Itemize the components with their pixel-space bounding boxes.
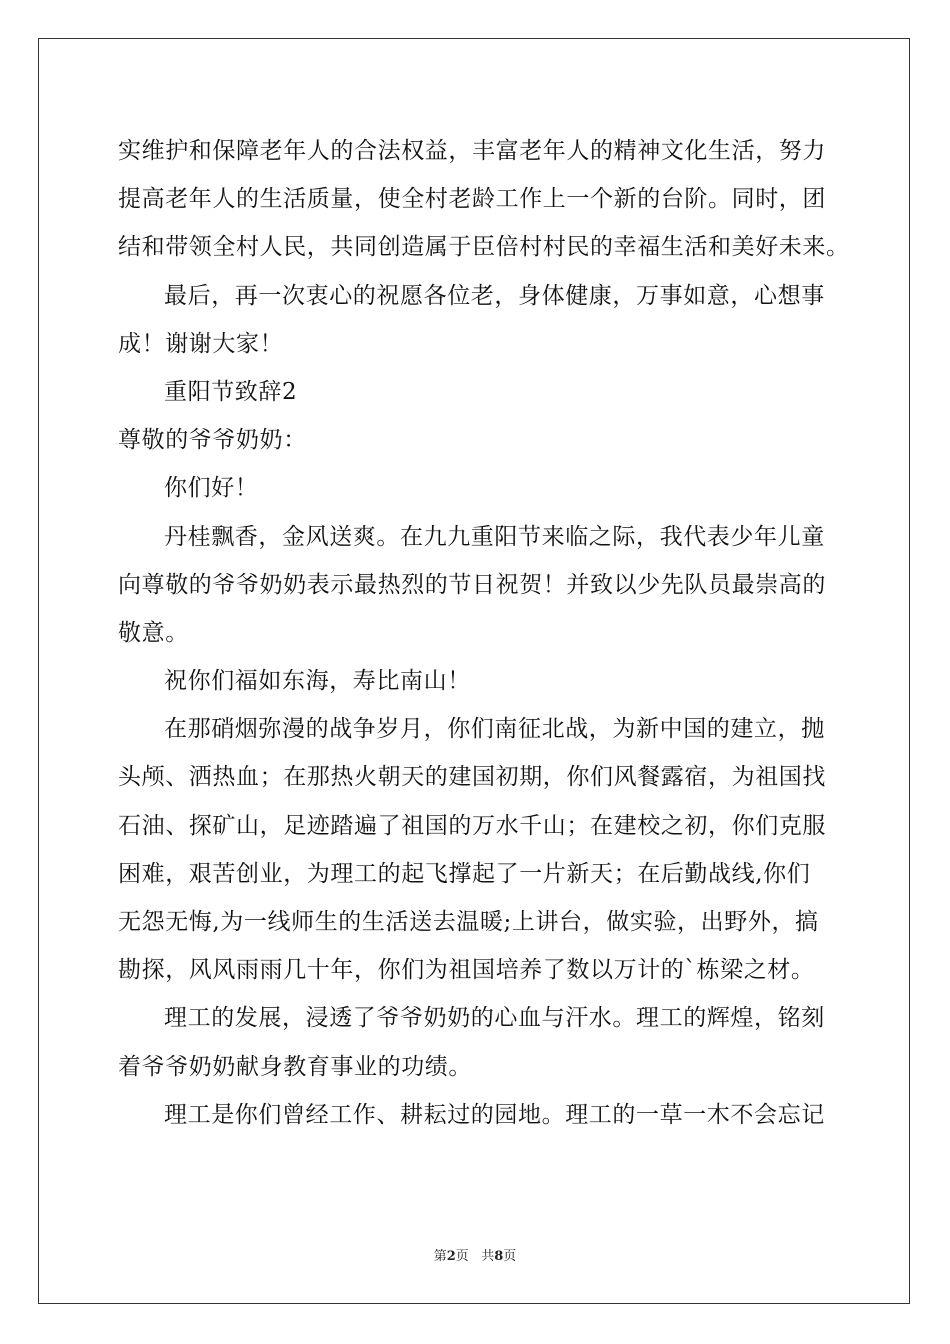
footer-page-word: 页: [455, 1249, 469, 1264]
text-line: 头颅、洒热血；在那热火朝天的建国初期，你们风餐露宿，为祖国找: [118, 764, 826, 791]
current-page-number: 2: [446, 1249, 456, 1264]
text-line: 结和带领全村人民，共同创造属于臣倍村村民的幸福生活和美好未来。: [118, 234, 850, 261]
text-line: 勘探，风风雨雨几十年，你们为祖国培养了数以万计的`栋梁之材。: [118, 957, 815, 984]
footer-prefix: 第: [433, 1249, 447, 1264]
text-line: 提高老年人的生活质量，使全村老龄工作上一个新的台阶。同时，团: [118, 186, 826, 213]
footer-total-suffix: 页: [503, 1249, 517, 1264]
text-line: 着爷爷奶奶献身教育事业的功绩。: [118, 1053, 472, 1080]
text-line: 理工的发展，浸透了爷爷奶奶的心血与汗水。理工的辉煌，铭刻: [164, 1005, 825, 1032]
text-line: 石油、探矿山，足迹踏遍了祖国的万水千山；在建校之初，你们克服: [118, 812, 826, 839]
document-body: [118, 127, 850, 1139]
text-line: 你们好！: [164, 475, 259, 502]
text-line: 成！谢谢大家！: [118, 330, 284, 357]
text-line: 丹桂飘香，金风送爽。在九九重阳节来临之际，我代表少年儿童: [164, 523, 825, 550]
footer-total-prefix: 共: [481, 1249, 495, 1264]
text-line: 祝你们福如东海，寿比南山！: [164, 668, 471, 695]
page-footer: [0, 1245, 950, 1264]
text-line: 在那硝烟弥漫的战争岁月，你们南征北战，为新中国的建立，抛: [164, 716, 825, 743]
text-line: 重阳节致辞2: [164, 378, 298, 405]
text-line: 实维护和保障老年人的合法权益，丰富老年人的精神文化生活，努力: [118, 138, 826, 164]
text-line: 最后，再一次衷心的祝愿各位老，身体健康，万事如意，心想事: [164, 282, 825, 309]
text-line: 理工是你们曾经工作、耕耘过的园地。理工的一草一木不会忘记: [164, 1101, 825, 1128]
text-line: 向尊敬的爷爷奶奶表示最热烈的节日祝贺！并致以少先队员最崇高的: [118, 571, 826, 598]
text-line: 困难，艰苦创业，为理工的起飞撑起了一片新天；在后勤战线,你们: [118, 860, 811, 887]
total-pages-number: 8: [494, 1249, 504, 1264]
text-line: 尊敬的爷爷奶奶：: [118, 427, 307, 454]
text-line: 敬意。: [118, 619, 189, 646]
text-line: 无怨无悔,为一线师生的生活送去温暖;上讲台，做实验，出野外，搞: [118, 909, 819, 935]
